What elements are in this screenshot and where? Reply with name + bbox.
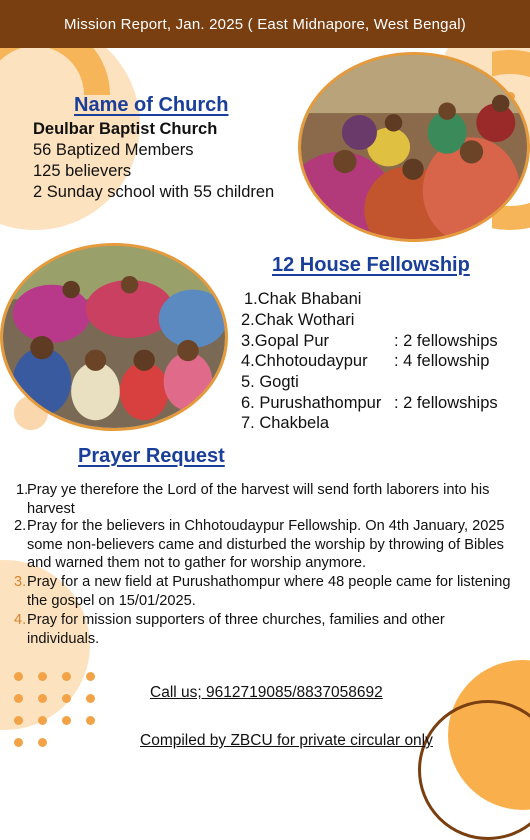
fellowship-item-label: 3.Gopal Pur (241, 332, 330, 350)
fellowship-item-label: 2.Chak Wothari (241, 311, 355, 329)
fellowship-item (241, 373, 299, 392)
prayer-item-text: Pray for the believers in Chhotoudaypur Fellowship. On 4th January, 2025 some non-believers came and disturbed the worship by throwing of Bibles and warned them not to gather for worship anymore. (27, 518, 505, 571)
fellowship-item (241, 332, 329, 351)
fellowship-item-label: 5. Gogti (241, 373, 299, 391)
prayer-item-text: Pray for mission supporters of three churches, families and other individuals. (27, 612, 445, 647)
photo-children-group (0, 243, 228, 431)
fellowship-heading: 12 House Fellowship (272, 254, 470, 276)
prayer-item (14, 517, 526, 573)
fellowship-item (241, 352, 368, 371)
prayer-heading: Prayer Request (78, 445, 225, 467)
contact-phone-link[interactable]: Call us; 9612719085/8837058692 (150, 684, 383, 701)
fellowship-item-detail: : 4 fellowship (394, 352, 490, 370)
prayer-item-number: 2. (14, 518, 27, 534)
prayer-item (16, 481, 516, 518)
church-stat-baptized: 56 Baptized Members (33, 141, 194, 159)
prayer-item-number: 4. (14, 612, 27, 628)
church-stat-believers: 125 believers (33, 162, 132, 180)
report-title: Mission Report, Jan. 2025 ( East Midnapore, West Bengal) (64, 15, 466, 33)
fellowship-item-label: 4.Chhotoudaypur (241, 352, 368, 370)
fellowship-item (244, 290, 361, 309)
church-stat-sunday-school: 2 Sunday school with 55 children (33, 183, 275, 201)
prayer-item-number: 3. (14, 574, 27, 590)
church-name: Deulbar Baptist Church (33, 120, 218, 138)
fellowship-item (241, 394, 381, 413)
decor-ring-bottom-right (418, 700, 530, 840)
report-header (0, 0, 530, 48)
compiled-by-note: Compiled by ZBCU for private circular only (140, 732, 433, 749)
fellowship-item-label: 7. Chakbela (241, 414, 330, 432)
fellowship-item-label: 6. Purushathompur (241, 394, 382, 412)
fellowship-item-detail: : 2 fellowships (394, 394, 498, 412)
prayer-item (14, 611, 514, 648)
prayer-item-number: 1. (16, 482, 29, 498)
church-heading: Name of Church (74, 94, 229, 116)
fellowship-item-detail: : 2 fellowships (394, 332, 498, 350)
fellowship-item-label: 1.Chak Bhabani (244, 290, 362, 308)
fellowship-item (241, 311, 354, 330)
photo-women-gathering (298, 52, 530, 242)
prayer-item-text: Pray for a new field at Purushathompur where 48 people came for listening the gospel on 15/01/2025. (27, 574, 511, 609)
prayer-item (14, 573, 514, 610)
fellowship-item (241, 414, 329, 433)
prayer-item-text: Pray ye therefore the Lord of the harvest will send forth laborers into his harvest (27, 482, 490, 517)
